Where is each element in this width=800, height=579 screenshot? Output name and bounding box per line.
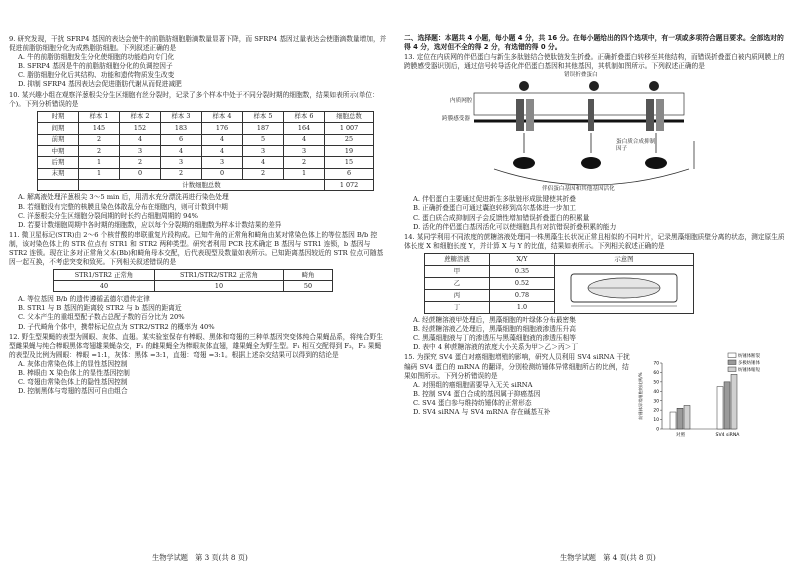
y-tick-label: 70 (653, 362, 659, 368)
q13-option-a: A. 伴侣蛋白主要通过促进新生多肽链形成肽键使其折叠 (413, 195, 576, 204)
y-tick-label: 50 (653, 380, 659, 386)
table-cell: 后期 (38, 157, 79, 168)
table-cell (38, 180, 79, 191)
q9-option-c: C. 脂肪细胞分化后其结构、功能和遗传物质发生改变 (18, 71, 175, 80)
table-cell: 19 (325, 145, 374, 156)
q14-option-b: B. 经蔗糖溶液乙处理后，黑藻细胞的细胞液渗透压升高 (413, 325, 576, 334)
q15-option-c: C. SV4 蛋白参与维持纺锤体的正常形态 (413, 398, 532, 407)
table-cell: 187 (243, 123, 284, 134)
table-row (54, 281, 333, 292)
table-cell: 5 (243, 134, 284, 145)
question-12 (9, 333, 387, 397)
table-cell: 0 (120, 168, 161, 179)
table-cell: 4 (120, 134, 161, 145)
q10-header: 样本 1 (79, 111, 120, 122)
table-cell: 2 (243, 168, 284, 179)
table-row (38, 157, 374, 168)
q14-option-d: D. 表中 4 种蔗糖溶液的浓度大小关系为甲＞乙＞丙＞丁 (413, 343, 579, 352)
q13-diagram (454, 71, 734, 195)
table-cell: 0.35 (490, 265, 555, 277)
table-cell: 2 (284, 157, 325, 168)
table-cell: 3 (120, 145, 161, 156)
q15-bar-chart (636, 351, 786, 443)
table-cell: 前期 (38, 134, 79, 145)
table-cell: 丙 (425, 289, 490, 301)
question-13 (404, 53, 786, 232)
sensor-icon (588, 99, 594, 131)
bar-1-1 (724, 382, 730, 429)
table-cell: 2 (161, 168, 202, 179)
misfolded-protein-icon (519, 81, 529, 91)
q14-header: 示意图 (555, 253, 694, 265)
q13-stem: 13. 定位在内质网的伴侣蛋白与新生多肽链结合使肽链发生折叠。正确折叠蛋白转移至其他结构，而错误折叠蛋白被内质网膜上的跨膜感受器识别后，通过信号转导活化伴侣蛋白基因和其他基因，其机制如图所示。下列叙述正确的是 (404, 53, 785, 71)
y-tick-label: 20 (653, 409, 659, 415)
q14-stem: 14. 某同学利用不同浓度的蔗糖溶液处理同一株黑藻生长状况正常且相似的不同叶片，记录黑藻细胞质壁分离的状态，测定原生质体长度 X 和细胞长度 Y，并计算 X 与 Y 的比值，结果如表所示。下列相关叙述正确的是 (404, 232, 785, 250)
table-cell: 0.78 (490, 289, 555, 301)
legend-label: 纺锤体缩短 (738, 368, 760, 374)
table-row (38, 145, 374, 156)
table-cell: 4 (284, 134, 325, 145)
table-cell: 4 (202, 145, 243, 156)
signal-factor-icon (581, 157, 601, 169)
q10-header: 样本 6 (284, 111, 325, 122)
table-row (425, 265, 694, 277)
question-10 (9, 91, 387, 230)
q10-header: 样本 4 (202, 111, 243, 122)
legend-label: 纺锤体断裂 (738, 354, 760, 360)
q14-cell-diagram (555, 265, 694, 313)
q10-header: 样本 3 (161, 111, 202, 122)
q9-stem: 9. 研究发现，干扰 SFRP4 基因的表达会使牛的前脂肪细胞脂滴数量显著下降，而 SFRP4 基因过量表达会使脂滴数量增加，并促进前脂肪细胞分化为成熟脂肪细胞。下列叙述正确的是 (9, 35, 387, 53)
q9-option-a: A. 牛的前脂肪细胞发生分化使细胞的功能趋向专门化 (18, 53, 175, 62)
q14-option-a: A. 经蔗糖溶液甲处理后，黑藻细胞的叶绿体分布最密集 (413, 316, 576, 325)
q10-total-label: 计数细胞总数 (79, 180, 325, 191)
q10-option-d: D. 若要计数细胞周期中各时期的细胞数，应以每个分裂期的细胞数为样本计数结果的差异 (18, 220, 282, 229)
table-cell: 2 (79, 145, 120, 156)
legend-swatch (728, 367, 736, 372)
bar-0-1 (677, 409, 683, 430)
table-cell: 间期 (38, 123, 79, 134)
table-cell: 1 (284, 168, 325, 179)
y-tick-label: 60 (653, 371, 659, 377)
right-column (404, 34, 786, 439)
q11-header-row (54, 270, 333, 281)
table-row (38, 134, 374, 145)
table-cell: 25 (325, 134, 374, 145)
table-cell: 1 (79, 157, 120, 168)
bar-1-2 (731, 375, 737, 430)
question-11 (9, 231, 387, 332)
question-9 (9, 35, 387, 90)
q10-header: 时期 (38, 111, 79, 122)
y-tick-label: 0 (656, 428, 659, 434)
q11-header: STR1/STR2 正常角 (54, 270, 155, 281)
q13-bottom-label: 伴侣蛋白基因和其他基因活化 (542, 186, 615, 193)
bar-0-2 (684, 406, 690, 430)
q10-option-a: A. 解离液处理洋葱根尖 3～5 min 后，用清水充分漂洗再进行染色处理 (18, 193, 229, 202)
table-cell: 145 (79, 123, 120, 134)
q11-option-a: A. 等位基因 B/b 的遗传遵循孟德尔遗传定律 (18, 295, 150, 304)
q14-table (424, 253, 694, 314)
table-row (38, 168, 374, 179)
q13-option-d: D. 活化的伴侣蛋白基因活化可以使细胞具有对抗错误折叠积累的能力 (413, 222, 617, 231)
bar-1-0 (717, 387, 723, 429)
q13-er-label: 内质网腔 (450, 98, 473, 105)
q10-total-value: 1 072 (325, 180, 374, 191)
table-cell: 4 (243, 157, 284, 168)
table-cell: 152 (120, 123, 161, 134)
q10-header: 样本 5 (243, 111, 284, 122)
q14-header-row (425, 253, 694, 265)
q10-option-b: B. 若细胞没有完整的核膜且染色体散乱分布在细胞内，则可计数到中期 (18, 202, 228, 211)
q13-option-c: C. 蛋白质合成抑制因子会反馈性增加错误折叠蛋白的积累量 (413, 213, 590, 222)
table-cell: 40 (54, 281, 155, 292)
left-column (9, 34, 387, 396)
table-cell: 176 (202, 123, 243, 134)
table-row (38, 123, 374, 134)
q12-option-c: C. 弯翅由常染色体上的隐性基因控制 (18, 378, 128, 387)
q13-inhibitor-label: 蛋白质合成抑制因子 (616, 139, 656, 153)
table-cell: 0 (202, 168, 243, 179)
table-cell: 6 (161, 134, 202, 145)
q13-top-label: 错误折叠蛋白 (564, 72, 598, 79)
sensor-icon (656, 99, 664, 131)
table-cell: 164 (284, 123, 325, 134)
footer-right: 生物学试题 第 4 页(共 8 页) (560, 553, 656, 562)
legend-label: 多极纺锤体 (738, 361, 760, 367)
signal-factor-icon (645, 157, 667, 169)
table-cell: 4 (202, 134, 243, 145)
sensor-icon (646, 99, 654, 131)
q11-option-d: D. 子代畸角个体中，携带标记位点为 STR2/STR2 的概率为 40% (18, 322, 215, 331)
q9-option-d: D. 抑制 SFRP4 基因表达会促进脂肪代谢从而促进减肥 (18, 80, 182, 89)
q15-text (404, 353, 632, 417)
question-14 (404, 233, 786, 353)
q11-option-b: B. STR1 与 B 基因的距离较 STR2 与 b 基因的距离近 (18, 304, 182, 313)
table-cell: 4 (161, 145, 202, 156)
q10-header: 样本 2 (120, 111, 161, 122)
table-row (38, 180, 374, 191)
x-tick-label: SV4 siRNA (715, 433, 740, 439)
table-cell: 3 (161, 157, 202, 168)
q14-header: X/Y (490, 253, 555, 265)
q12-stem: 12. 野生型果蝇的表型为圆眼、灰体、直翅。某实验室保存有棒眼、黑体和弯翅的三种单基因突变体纯合果蝇品系，将纯合野生型雌果蝇与纯合棒眼黑体弯翅雄果蝇杂交，F₁ 的雌果蝇全为棒眼灰体直翅，雄果蝇全为野生型。F₁ 相互交配得到 F₂，F₂ 果蝇的表型及比例为圆眼：棒眼 =1:1，灰体：黑体 =3:1，直翅：弯翅 =3:1。根据上述杂交结果可以得到的结论是 (9, 332, 383, 359)
table-cell: 甲 (425, 265, 490, 277)
q15-option-d: D. SV4 siRNA 与 SV4 mRNA 存在碱基互补 (413, 407, 551, 416)
q12-option-b: B. 棒眼由 X 染色体上的显性基因控制 (18, 368, 130, 377)
q10-stem: 10. 某兴趣小组在观察洋葱根尖分生区细胞有丝分裂时，记录了多个样本中处于不同分裂时期的细胞数，结果如表所示(单位：个)。下列分析错误的是 (9, 90, 379, 108)
table-cell: 1.0 (490, 301, 555, 313)
table-cell: 1 007 (325, 123, 374, 134)
legend-swatch (728, 360, 736, 365)
section-2-title: 二、选择题：本题共 4 小题，每小题 4 分，共 16 分。在每小题给出的四个选项中，有一项或多项符合题目要求。全部选对的得 4 分，选对但不全的得 2 分，有选错的得 0 分。 (404, 34, 784, 52)
q15-stem: 15. 为探究 SV4 蛋白对癌细胞增殖的影响，研究人员利用 SV4 siRNA 干扰编码 SV4 蛋白的 mRNA 的翻译，分别检测纺锤体异常细胞所占的比例，结果如图所示。下列分析错误的是 (404, 353, 630, 380)
table-cell: 中期 (38, 145, 79, 156)
table-cell: 10 (155, 281, 284, 292)
table-cell: 3 (202, 157, 243, 168)
q10-option-c: C. 洋葱根尖分生区细胞分裂间期的时长约占细胞周期的 94% (18, 211, 198, 220)
q11-option-c: C. 父本产生的重组型配子数占总配子数的百分比为 20% (18, 313, 185, 322)
table-cell: 3 (243, 145, 284, 156)
sensor-icon (516, 99, 524, 131)
x-tick-label: 对照 (675, 433, 686, 439)
q14-header: 蔗糖溶液 (425, 253, 490, 265)
q15-option-b: B. 控制 SV4 蛋白合成的基因属于抑癌基因 (413, 389, 541, 398)
table-cell: 2 (120, 157, 161, 168)
q13-option-b: B. 正确折叠蛋白可通过囊泡转移到高尔基体进一步加工 (413, 204, 576, 213)
table-cell: 6 (325, 168, 374, 179)
table-cell: 2 (79, 134, 120, 145)
misfolded-protein-icon (649, 81, 659, 91)
q11-stem: 11. 微卫星标记(STR)由 2～6 个核苷酸的串联重复片段构成。已知牛角的正常角和畸角由某对常染色体上的等位基因 B/b 控制，该对染色体上的 STR 位点有 STR1 和 STR2 两种类型。研究者利用 PCR 技术确定 B 基因与 STR1 连锁，b 基因与 STR2 连锁。现在让多对正常角父本(Bb)和畸角母本交配，后代表现型及数量如表所示。已知距离基因较近的 STR 位点可随基因一起互换，不考虑突变和致死。下列相关叙述错误的是 (9, 230, 384, 267)
q12-option-a: A. 灰体由常染色体上的显性基因控制 (18, 359, 128, 368)
q14-option-c: C. 黑藻细胞液与丁的渗透压与黑藻细胞液的渗透压相等 (413, 334, 576, 343)
q15-option-a: A. 对照组的癌细胞需要导入无关 siRNA (413, 380, 533, 389)
q12-option-d: D. 控制黑体与弯翅的基因可自由组合 (18, 387, 128, 396)
table-cell: 乙 (425, 277, 490, 289)
table-cell: 1 (79, 168, 120, 179)
table-cell: 末期 (38, 168, 79, 179)
plasmolysis-diagram (559, 266, 689, 310)
q11-table (53, 269, 333, 292)
q11-header: STR1/STR2/STR2 正常角 (155, 270, 284, 281)
sensor-icon (526, 99, 534, 131)
table-cell: 0.52 (490, 277, 555, 289)
q11-header: 畸角 (284, 270, 333, 281)
table-cell: 15 (325, 157, 374, 168)
y-axis-label: 纺锤体异常细胞的比例/% (638, 372, 643, 421)
q13-membrane-label: 跨膜感受器 (442, 116, 470, 123)
q10-header-row (38, 111, 374, 122)
legend-swatch (728, 353, 736, 358)
nucleus-outline (494, 169, 689, 185)
table-cell: 50 (284, 281, 333, 292)
q9-option-b: B. SFRP4 基因是牛的前脂肪细胞分化的负调控因子 (18, 62, 173, 71)
signal-factor-icon (513, 157, 535, 169)
table-cell: 3 (284, 145, 325, 156)
misfolded-protein-icon (589, 81, 599, 91)
q10-header: 细胞总数 (325, 111, 374, 122)
y-tick-label: 40 (653, 390, 659, 396)
q10-table (37, 111, 374, 192)
table-cell: 183 (161, 123, 202, 134)
question-15 (404, 353, 786, 439)
footer-left: 生物学试题 第 3 页(共 8 页) (152, 553, 248, 562)
q13-diagram-area (404, 71, 786, 195)
y-tick-label: 30 (653, 399, 659, 405)
y-tick-label: 10 (653, 418, 659, 424)
table-cell: 丁 (425, 301, 490, 313)
bar-0-0 (670, 412, 676, 429)
